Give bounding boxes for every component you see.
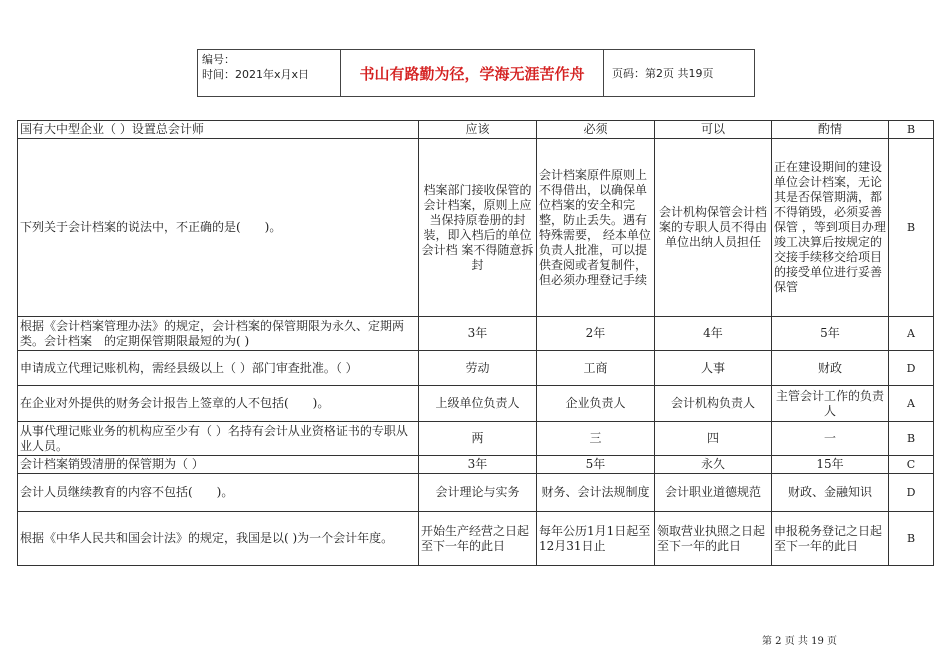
option-d: 一 [772,422,889,456]
table-row [18,121,934,139]
question-text: 会计档案销毁清册的保管期为（ ） [18,456,419,474]
question-text: 下列关于会计档案的说法中，不正确的是( )。 [18,139,419,317]
answer: D [889,474,934,512]
number-label: 编号： [202,53,235,66]
option-c: 四 [655,422,772,456]
option-d: 主管会计工作的负责人 [772,386,889,422]
option-c: 可以 [655,121,772,139]
table-row [18,317,934,351]
option-b: 5年 [537,456,655,474]
table-row [18,512,934,566]
question-text: 从事代理记账业务的机构应至少有（ ）名持有会计从业资格证书的专职从业人员。 [18,422,419,456]
answer: B [889,422,934,456]
option-d: 15年 [772,456,889,474]
option-a: 两 [419,422,537,456]
option-b: 会计档案原件原则上不得借出，以确保单位档案的安全和完整，防止丢失。遇有特殊需要， 经本单位负责人批准，可以提供查阅或者复制件，但必须办理登记手续 [537,139,655,317]
option-c: 永久 [655,456,772,474]
option-c: 会计职业道德规范 [655,474,772,512]
option-a: 开始生产经营之日起至下一年的此日 [419,512,537,566]
option-d: 财政 [772,351,889,386]
option-a: 3年 [419,456,537,474]
question-table [17,120,934,566]
question-text: 根据《中华人民共和国会计法》的规定，我国是以( )为一个会计年度。 [18,512,419,566]
page-footer: 第 2 页 共 19 页 [762,636,837,647]
answer: C [889,456,934,474]
option-b: 工商 [537,351,655,386]
table-row [18,474,934,512]
table-row [18,456,934,474]
page-header [197,49,755,97]
option-d: 财政、金融知识 [772,474,889,512]
question-text: 根据《会计档案管理办法》的规定，会计档案的保管期限为永久、定期两类。会计档案 的定期保管期限最短的为( ) [18,317,419,351]
header-page-number: 页码：第2页 共19页 [612,67,714,80]
option-d: 正在建设期间的建设单位会计档案，无论其是否保管期满，都不得销毁，必须妥善保管 ，等到项目办理竣工决算后按规定的交接手续移交给项目的接受单位进行妥善保管 [772,139,889,317]
time-label: 时间：2021年x月x日 [202,68,310,81]
option-c: 4年 [655,317,772,351]
option-b: 必须 [537,121,655,139]
table-row [18,139,934,317]
option-a: 档案部门接收保管的会计档案，原则上应当保持原卷册的封装，即入档后的单位会计档 案不得随意拆封 [419,139,537,317]
option-a: 会计理论与实务 [419,474,537,512]
question-text: 在企业对外提供的财务会计报告上签章的人不包括( )。 [18,386,419,422]
option-b: 2年 [537,317,655,351]
answer: B [889,512,934,566]
question-text: 会计人员继续教育的内容不包括( )。 [18,474,419,512]
option-d: 酌情 [772,121,889,139]
answer: B [889,139,934,317]
option-d: 5年 [772,317,889,351]
option-a: 上级单位负责人 [419,386,537,422]
option-b: 企业负责人 [537,386,655,422]
question-text: 申请成立代理记账机构，需经县级以上（ ）部门审查批准。（ ） [18,351,419,386]
option-a: 劳动 [419,351,537,386]
option-a: 应该 [419,121,537,139]
answer: A [889,317,934,351]
question-text: 国有大中型企业（ ）设置总会计师 [18,121,419,139]
option-c: 领取营业执照之日起至下一年的此日 [655,512,772,566]
answer: B [889,121,934,139]
option-c: 会计机构保管会计档案的专职人员不得由单位出纳人员担任 [655,139,772,317]
header-meta [198,50,341,96]
option-d: 申报税务登记之日起至下一年的此日 [772,512,889,566]
table-row [18,386,934,422]
option-b: 每年公历1月1日起至12月31日止 [537,512,655,566]
option-b: 三 [537,422,655,456]
option-b: 财务、会计法规制度 [537,474,655,512]
option-c: 会计机构负责人 [655,386,772,422]
table-row [18,351,934,386]
answer: A [889,386,934,422]
option-c: 人事 [655,351,772,386]
option-a: 3年 [419,317,537,351]
table-row [18,422,934,456]
header-motto: 书山有路勤为径，学海无涯苦作舟 [341,50,604,96]
answer: D [889,351,934,386]
